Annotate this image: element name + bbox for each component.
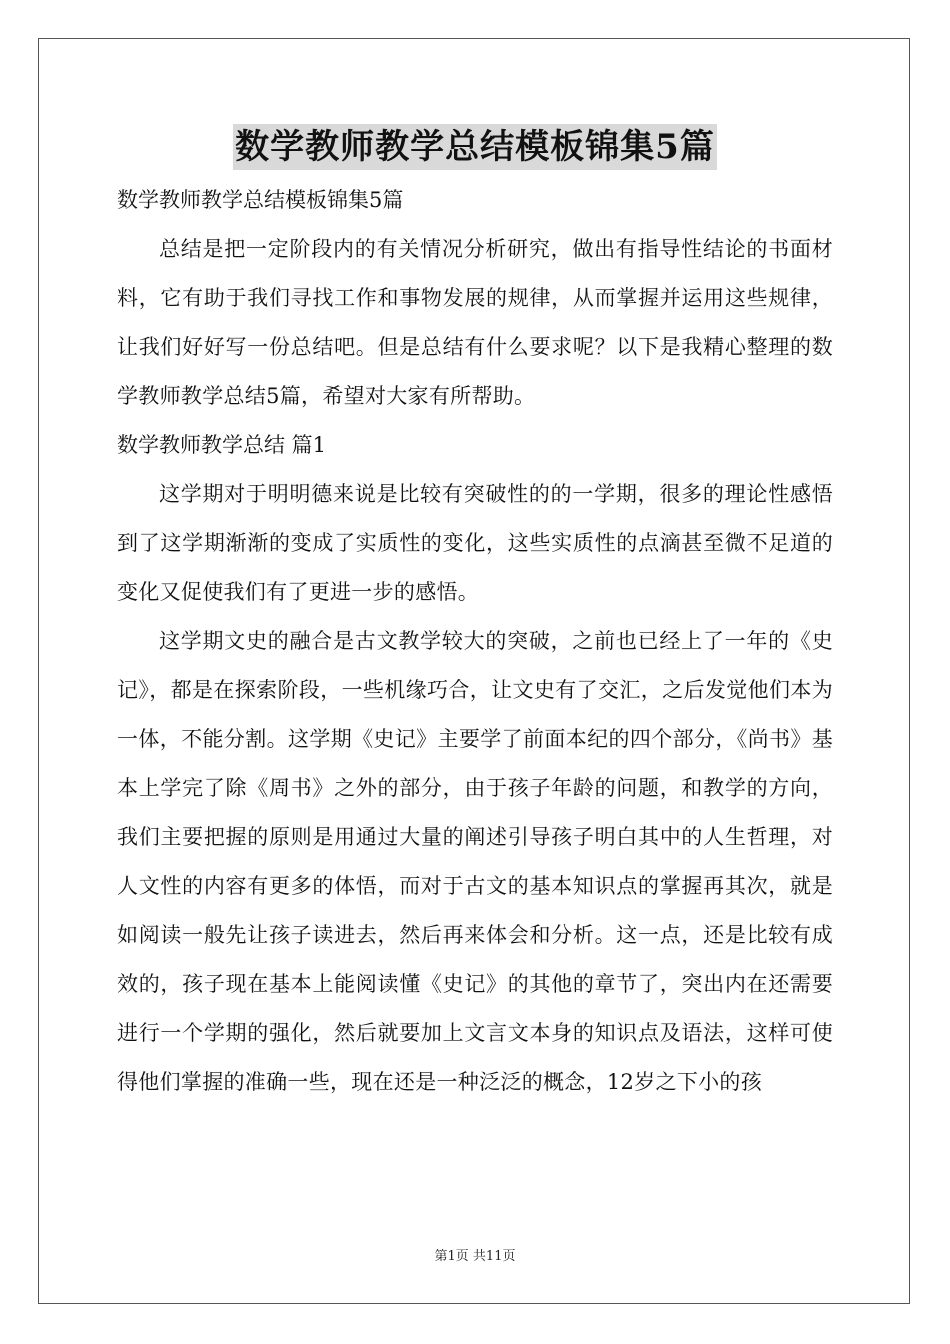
section-heading: 数学教师教学总结 篇1 [117,433,327,457]
document-title [0,124,950,170]
intro-paragraph: 总结是把一定阶段内的有关情况分析研究，做出有指导性结论的书面材料，它有助于我们寻找工作和事物发展的规律，从而掌握并运用这些规律，让我们好好写一份总结吧。但是总结有什么要求呢？以下是我精心整理的数学教师教学总结5篇，希望对大家有所帮助。 [117,237,833,408]
document-title-text: 数学教师教学总结模板锦集5篇 [233,124,717,170]
section-paragraph-1: 这学期对于明明德来说是比较有突破性的的一学期，很多的理论性感悟到了这学期渐渐的变成了实质性的变化，这些实质性的点滴甚至微不足道的变化又促使我们有了更进一步的感悟。 [117,482,833,604]
page-footer [0,1245,950,1264]
page-number-text: 第1页 共11页 [434,1249,516,1264]
document-body [117,176,833,1107]
section-paragraph-2: 这学期文史的融合是古文教学较大的突破，之前也已经上了一年的《史记》，都是在探索阶段，一些机缘巧合，让文史有了交汇，之后发觉他们本为一体，不能分割。这学期《史记》主要学了前面本纪的四个部分，《尚书》基本上学完了除《周书》之外的部分，由于孩子年龄的问题，和教学的方向，我们主要把握的原则是用通过大量的阐述引导孩子明白其中的人生哲理，对人文性的内容有更多的体悟，而对于古文的基本知识点的掌握再其次，就是如阅读一般先让孩子读进去，然后再来体会和分析。这一点，还是比较有成效的，孩子现在基本上能阅读懂《史记》的其他的章节了，突出内在还需要进行一个学期的强化，然后就要加上文言文本身的知识点及语法，这样可使得他们掌握的准确一些，现在还是一种泛泛的概念，12岁之下小的孩 [117,629,833,1094]
document-subtitle: 数学教师教学总结模板锦集5篇 [117,188,404,212]
